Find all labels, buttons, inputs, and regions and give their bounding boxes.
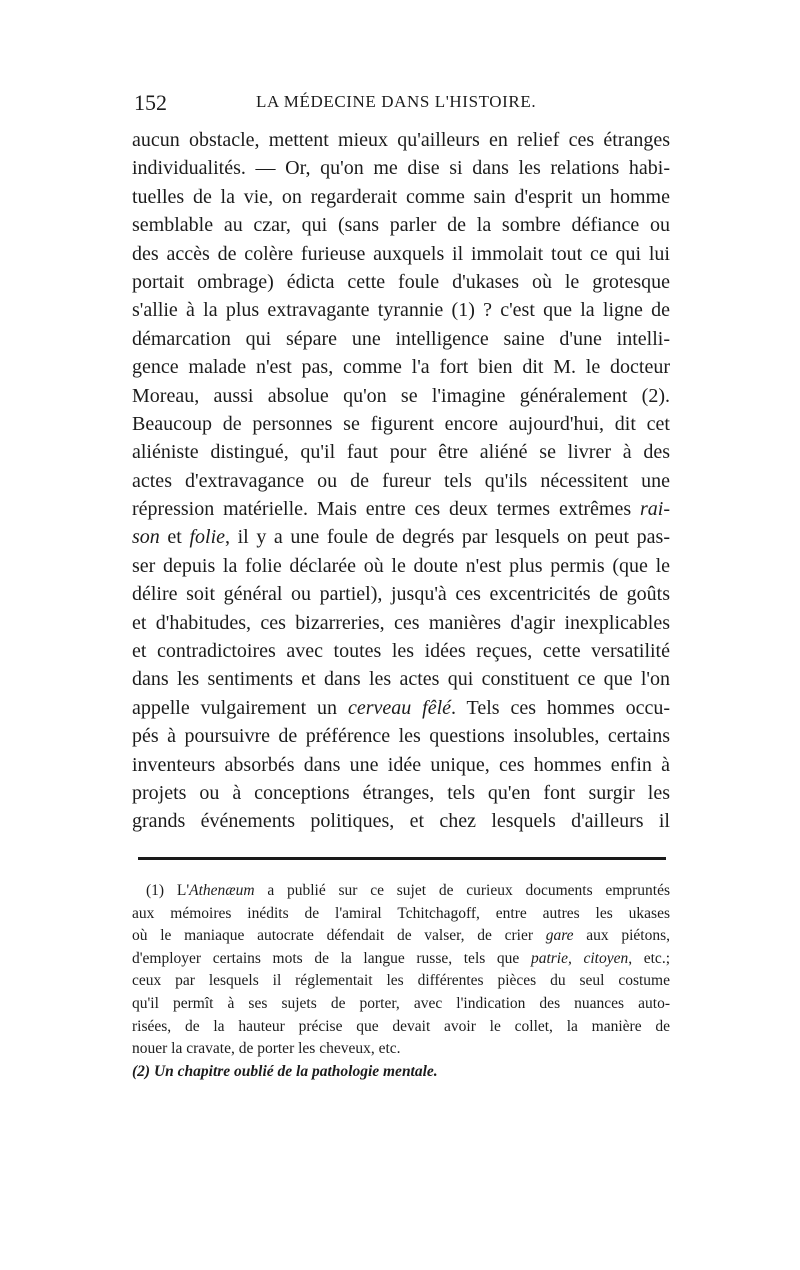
footnote-line: risées, de la hauteur précise que devait avoir le collet, la manière de: [132, 1017, 670, 1035]
text-line: et contradictoires avec toutes les idées reçues, cette versatilité: [132, 640, 670, 663]
text-line: aucun obstacle, mettent mieux qu'ailleurs en relief ces étranges: [132, 129, 670, 151]
text-line: des accès de colère furieuse auxquels il immolait tout ce qui lui: [132, 242, 670, 265]
text-line: tuelles de la vie, on regarderait comme sain d'esprit un homme: [132, 185, 670, 208]
footnote-line: ceux par lesquels il réglementait les différentes pièces du seul costume: [132, 972, 670, 990]
page-header: [134, 90, 669, 120]
text-line: Moreau, aussi absolue qu'on se l'imagine généralement (2).: [132, 384, 670, 407]
page-number: 152: [134, 90, 167, 115]
text-line: individualités. — Or, qu'on me dise si dans les relations habi-: [132, 157, 670, 180]
running-title: LA MÉDECINE DANS L'HISTOIRE.: [256, 92, 537, 111]
text-line: son et folie, il y a une foule de degrés par lesquels on peut pas-: [132, 526, 671, 549]
footnote-line: où le maniaque autocrate défendait de valser, de crier gare aux piétons,: [132, 927, 670, 945]
footnote-line: nouer la cravate, de porter les cheveux, etc.: [132, 1040, 401, 1058]
text-line: semblable au czar, qui (sans parler de la sombre défiance ou: [132, 214, 670, 237]
text-line: démarcation qui sépare une intelligence saine d'une intelli-: [132, 327, 670, 350]
body-text: [132, 126, 670, 836]
footnote-line: (2) Un chapitre oublié de la pathologie mentale.: [132, 1062, 438, 1080]
footnote-line: aux mémoires inédits de l'amiral Tchitchagoff, entre autres les ukases: [132, 904, 670, 922]
text-line: portait ombrage) édicta cette foule d'ukases où le grotesque: [132, 270, 670, 293]
text-line: répression matérielle. Mais entre ces deux termes extrêmes rai-: [132, 498, 670, 521]
text-line: appelle vulgairement un cerveau fêlé. Tels ces hommes occu-: [132, 696, 670, 719]
text-line: Beaucoup de personnes se figurent encore aujourd'hui, dit cet: [132, 412, 670, 435]
text-line: gence malade n'est pas, comme l'a fort bien dit M. le docteur: [132, 356, 670, 379]
text-line: pés à poursuivre de préférence les questions insolubles, certains: [132, 725, 670, 748]
text-line: aliéniste distingué, qu'il faut pour être aliéné se livrer à des: [132, 441, 670, 464]
text-line: s'allie à la plus extravagante tyrannie (1) ? c'est que la ligne de: [132, 299, 670, 322]
footnote-line: d'employer certains mots de la langue russe, tels que patrie, citoyen, etc.;: [132, 949, 670, 967]
text-line: dans les sentiments et dans les actes qui constituent ce que l'on: [132, 668, 670, 691]
text-line: délire soit général ou partiel), jusqu'à ces excentricités de goûts: [132, 583, 670, 606]
footnotes: [132, 880, 670, 1083]
text-line: inventeurs absorbés dans une idée unique, ces hommes enfin à: [132, 753, 670, 776]
footnote-line: (1) L'Athenæum a publié sur ce sujet de curieux documents empruntés: [146, 882, 670, 899]
text-line: projets ou à conceptions étranges, tels qu'en font surgir les: [132, 781, 670, 804]
text-line: actes d'extravagance ou de fureur tels qu'ils nécessitent une: [132, 469, 670, 492]
footnote-line: qu'il permît à ses sujets de porter, avec l'indication des nuances auto-: [132, 994, 670, 1012]
text-line: et d'habitudes, ces bizarreries, ces manières d'agir inexplicables: [132, 611, 670, 634]
footnote-separator: [138, 857, 666, 860]
text-line: ser depuis la folie déclarée où le doute n'est plus permis (que le: [132, 554, 670, 577]
text-line: grands événements politiques, et chez lesquels d'ailleurs il: [132, 810, 670, 833]
